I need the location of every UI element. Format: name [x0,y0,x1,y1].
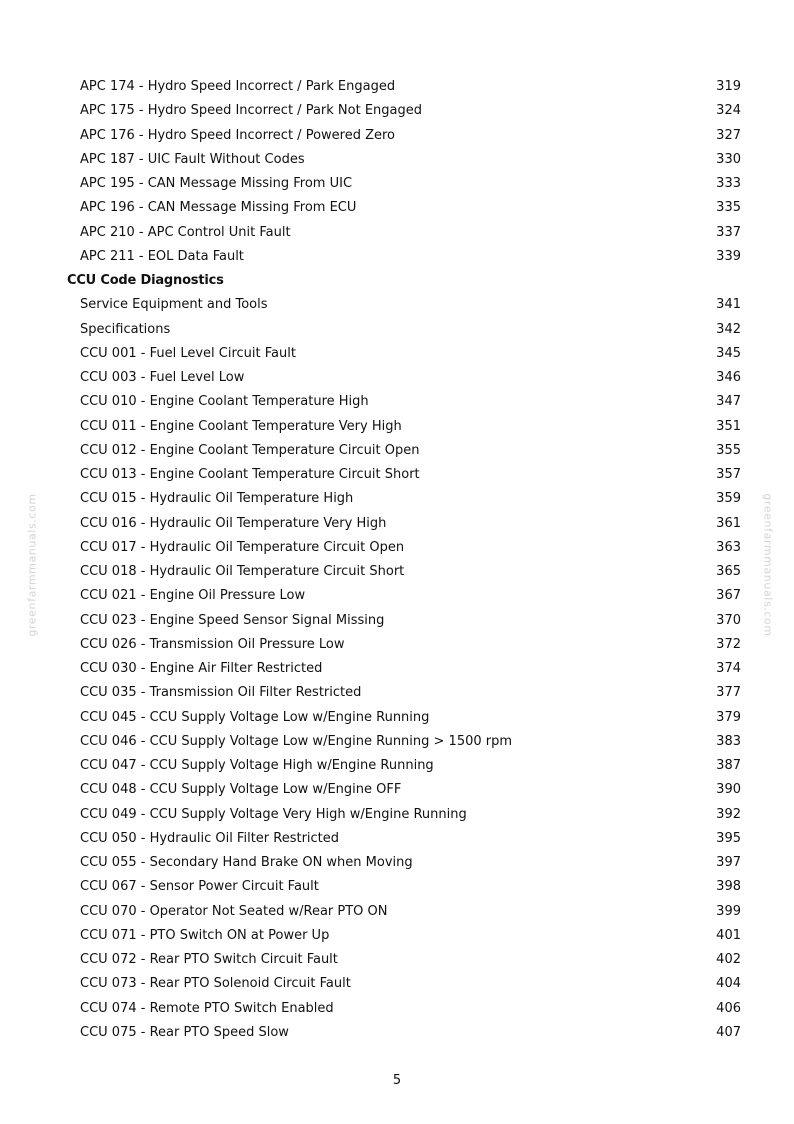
toc-entry-page-number: 365 [716,564,741,579]
toc-entry-title: APC 195 - CAN Message Missing From UIC [80,176,353,191]
toc-entry[interactable] [0,487,794,511]
toc-entry-page-number: 357 [716,467,741,482]
toc-entry[interactable] [0,706,794,730]
toc-entry-page-number: 398 [716,879,741,895]
toc-entry-page-number: 379 [716,709,741,725]
table-of-contents [0,75,794,1045]
toc-entry-page-number: 390 [716,782,741,798]
toc-entry-title: APC 175 - Hydro Speed Incorrect / Park Not Engaged [80,103,423,119]
toc-entry-title: CCU 046 - CCU Supply Voltage Low w/Engine Running > 1500 rpm [80,733,513,749]
toc-entry-title: CCU 071 - PTO Switch ON at Power Up [80,927,330,943]
toc-entry-title: CCU 013 - Engine Coolant Temperature Circuit Short [80,467,420,482]
toc-entry-title: APC 174 - Hydro Speed Incorrect / Park Engaged [80,79,396,94]
toc-entry-title: APC 211 - EOL Data Fault [80,248,244,264]
toc-entry[interactable] [0,657,794,681]
toc-entry-page-number: 397 [716,855,741,870]
toc-entry-page-number: 387 [716,758,741,773]
toc-entry-title: CCU 074 - Remote PTO Switch Enabled [80,1000,334,1016]
toc-entry-page-number: 367 [716,588,741,604]
toc-entry[interactable] [0,221,794,245]
toc-entry-title: CCU 055 - Secondary Hand Brake ON when Moving [80,855,413,870]
toc-entry[interactable] [0,730,794,754]
toc-entry-title: CCU 045 - CCU Supply Voltage Low w/Engine Running [80,709,430,725]
toc-entry-page-number: 359 [716,491,741,507]
toc-entry-page-number: 377 [716,685,741,701]
toc-entry-page-number: 406 [716,1000,741,1016]
toc-entry[interactable] [0,803,794,827]
toc-entry[interactable] [0,366,794,390]
toc-entry[interactable] [0,172,794,196]
toc-entry[interactable] [0,584,794,608]
toc-entry[interactable] [0,293,794,317]
toc-entry-page-number: 346 [716,370,741,385]
toc-entry-title: CCU 016 - Hydraulic Oil Temperature Very High [80,515,387,531]
toc-entry[interactable] [0,245,794,269]
toc-entry-page-number: 355 [716,442,741,458]
toc-entry[interactable] [0,124,794,148]
toc-entry-title: CCU 017 - Hydraulic Oil Temperature Circuit Open [80,539,405,555]
toc-entry-title: CCU 075 - Rear PTO Speed Slow [80,1024,289,1040]
toc-entry-page-number: 404 [716,976,741,992]
toc-entry[interactable] [0,390,794,414]
toc-entry[interactable] [0,754,794,778]
toc-entry-title: CCU 012 - Engine Coolant Temperature Circuit Open [80,442,420,458]
toc-entry-page-number: 402 [716,952,741,967]
toc-entry-title: CCU 067 - Sensor Power Circuit Fault [80,879,319,895]
toc-entry-title: CCU 072 - Rear PTO Switch Circuit Fault [80,952,338,967]
toc-entry-title: CCU 003 - Fuel Level Low [80,370,245,385]
toc-entry-page-number: 395 [716,830,741,846]
toc-entry[interactable] [0,318,794,342]
watermark-left: greenfarmmanuals.com [25,493,39,637]
toc-entry[interactable] [0,972,794,996]
toc-entry[interactable] [0,609,794,633]
toc-entry-title: APC 187 - UIC Fault Without Codes [80,151,305,167]
toc-entry-page-number: 363 [716,539,741,555]
toc-entry-page-number: 345 [716,345,741,361]
toc-entry[interactable] [0,851,794,875]
toc-entry[interactable] [0,997,794,1021]
toc-entry[interactable] [0,633,794,657]
toc-entry[interactable] [0,827,794,851]
toc-entry-page-number: 330 [716,151,741,167]
toc-entry-page-number: 324 [716,103,741,119]
toc-entry[interactable] [0,75,794,99]
toc-entry[interactable] [0,342,794,366]
toc-entry[interactable] [0,948,794,972]
toc-entry-page-number: 327 [716,127,741,143]
toc-entry-title: CCU 030 - Engine Air Filter Restricted [80,661,323,676]
toc-entry-title: CCU 073 - Rear PTO Solenoid Circuit Fault [80,976,351,992]
toc-entry-title: CCU 048 - CCU Supply Voltage Low w/Engine OFF [80,782,402,798]
toc-entry-title: Service Equipment and Tools [80,297,268,313]
toc-entry-title: APC 196 - CAN Message Missing From ECU [80,200,357,216]
toc-entry-title: CCU 070 - Operator Not Seated w/Rear PTO ON [80,903,388,919]
watermark-right: greenfarmmanuals.com [761,493,775,637]
toc-entry-page-number: 319 [716,79,741,94]
toc-entry[interactable] [0,536,794,560]
toc-entry-title: CCU 010 - Engine Coolant Temperature High [80,394,369,410]
toc-entry-page-number: 361 [716,515,741,531]
toc-entry[interactable] [0,900,794,924]
toc-entry-title: Specifications [80,321,171,337]
toc-entry[interactable] [0,439,794,463]
toc-entry-page-number: 372 [716,636,741,652]
toc-entry[interactable] [0,1021,794,1045]
toc-entry-page-number: 392 [716,806,741,822]
toc-entry-page-number: 383 [716,733,741,749]
toc-entry-title: CCU 021 - Engine Oil Pressure Low [80,588,306,604]
toc-entry-page-number: 407 [716,1024,741,1040]
toc-entry-page-number: 370 [716,612,741,628]
toc-entry-title: CCU 050 - Hydraulic Oil Filter Restricted [80,830,340,846]
toc-entry-title: CCU 011 - Engine Coolant Temperature Very High [80,418,402,434]
toc-entry-page-number: 333 [716,176,741,191]
toc-entry-page-number: 399 [716,903,741,919]
toc-entry-page-number: 335 [716,200,741,216]
toc-entry-page-number: 351 [716,418,741,434]
toc-entry-title: APC 176 - Hydro Speed Incorrect / Powered Zero [80,127,396,143]
toc-entry-title: CCU 018 - Hydraulic Oil Temperature Circuit Short [80,564,405,579]
toc-entry-title: CCU 035 - Transmission Oil Filter Restricted [80,685,362,701]
toc-entry[interactable] [0,560,794,584]
toc-entry-title: CCU 001 - Fuel Level Circuit Fault [80,345,296,361]
toc-entry[interactable] [0,99,794,123]
section-heading [0,269,794,293]
toc-entry[interactable] [0,681,794,705]
toc-entry[interactable] [0,415,794,439]
toc-entry[interactable] [0,875,794,899]
toc-entry-page-number: 374 [716,661,741,676]
toc-entry-page-number: 339 [716,248,741,264]
toc-entry-title: APC 210 - APC Control Unit Fault [80,224,291,240]
toc-entry-page-number: 342 [716,321,741,337]
section-heading-title: CCU Code Diagnostics [67,273,224,288]
toc-entry-page-number: 347 [716,394,741,410]
toc-entry-page-number: 337 [716,224,741,240]
toc-entry-page-number: 341 [716,297,741,313]
toc-entry[interactable] [0,512,794,536]
toc-entry-title: CCU 047 - CCU Supply Voltage High w/Engine Running [80,758,434,773]
toc-entry-page-number: 401 [716,927,741,943]
toc-entry[interactable] [0,148,794,172]
toc-entry-title: CCU 026 - Transmission Oil Pressure Low [80,636,345,652]
toc-entry[interactable] [0,924,794,948]
toc-entry[interactable] [0,196,794,220]
toc-entry-title: CCU 049 - CCU Supply Voltage Very High w/Engine Running [80,806,467,822]
toc-entry-title: CCU 015 - Hydraulic Oil Temperature High [80,491,354,507]
toc-entry-title: CCU 023 - Engine Speed Sensor Signal Missing [80,612,385,628]
toc-entry[interactable] [0,778,794,802]
page-number: 5 [392,1073,402,1088]
toc-entry[interactable] [0,463,794,487]
